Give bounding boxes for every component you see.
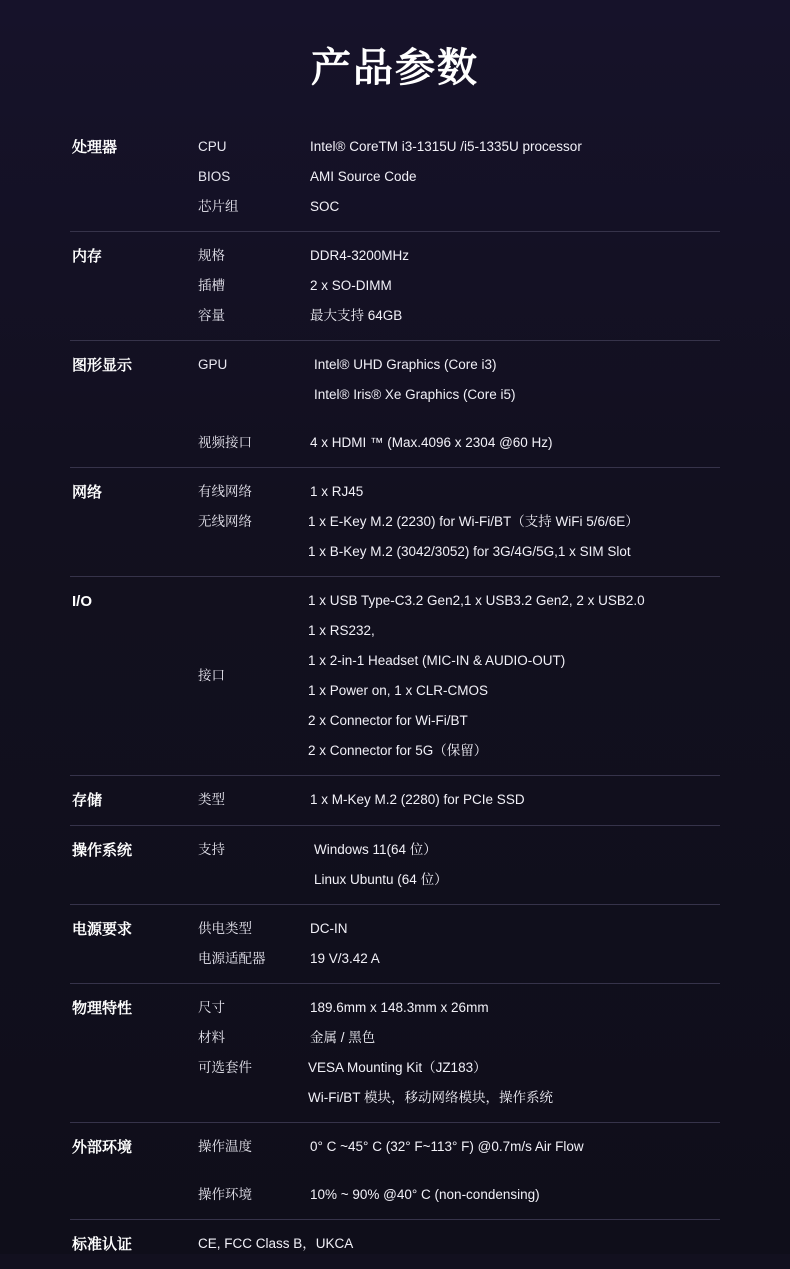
spec-value: 0° C ~45° C (32° F~113° F) @0.7m/s Air Flow: [310, 1139, 584, 1154]
table-row: [70, 825, 720, 904]
row-body: [198, 477, 720, 567]
row-body: [198, 586, 720, 766]
spec-value: 189.6mm x 148.3mm x 26mm: [310, 1000, 489, 1015]
spec-value: 2 x Connector for 5G（保留）: [308, 743, 488, 758]
spec-value: 1 x USB Type-C3.2 Gen2,1 x USB3.2 Gen2, 2 x USB2.0: [308, 593, 645, 608]
row-category: 外部环境: [72, 1139, 133, 1156]
spec-value-group: [308, 1053, 553, 1113]
spec-value: 10% ~ 90% @40° C (non-condensing): [310, 1187, 540, 1202]
row-category: 存储: [72, 792, 103, 809]
spec-value: 1 x B-Key M.2 (3042/3052) for 3G/4G/5G,1 x SIM Slot: [308, 544, 631, 559]
spec-line: [198, 271, 720, 301]
spec-line: [198, 132, 720, 162]
spec-value: CE, FCC Class B，UKCA: [198, 1236, 354, 1251]
row-category: 标准认证: [72, 1236, 133, 1253]
spec-table: [70, 123, 720, 1269]
table-row: [70, 576, 720, 775]
spec-line: [198, 301, 720, 331]
spec-label: 尺寸: [198, 1000, 225, 1015]
spec-value: Windows 11(64 位）: [314, 842, 437, 857]
spec-label: 支持: [198, 842, 225, 857]
table-row: [70, 340, 720, 467]
spec-line: [198, 1023, 720, 1053]
row-body: [198, 785, 720, 815]
spec-line: [198, 241, 720, 271]
spec-label: 操作温度: [198, 1139, 252, 1154]
spec-label: 视频接口: [198, 435, 252, 450]
row-body: [198, 1229, 720, 1259]
spec-label: 容量: [198, 308, 225, 323]
table-row: [70, 904, 720, 983]
row-category: 图形显示: [72, 357, 133, 374]
spec-label: 类型: [198, 792, 225, 807]
spec-value-group: [308, 507, 639, 567]
spec-value: 4 x HDMI ™ (Max.4096 x 2304 @60 Hz): [310, 435, 553, 450]
table-row: [70, 1122, 720, 1219]
spec-value-group: [308, 835, 448, 895]
spec-value: DDR4-3200MHz: [310, 248, 410, 263]
spec-label: 电源适配器: [198, 951, 266, 966]
table-row: [70, 123, 720, 231]
row-body: [198, 835, 720, 895]
row-spacer: [198, 410, 720, 428]
row-category: 处理器: [72, 139, 118, 156]
spec-value: SOC: [310, 199, 340, 214]
spec-value: 2 x SO-DIMM: [310, 278, 392, 293]
row-body: [198, 241, 720, 331]
spec-line: [198, 1053, 720, 1113]
spec-line: [198, 428, 720, 458]
spec-value: 1 x 2-in-1 Headset (MIC-IN & AUDIO-OUT): [308, 653, 566, 668]
spec-line: [198, 586, 720, 766]
spec-value: Linux Ubuntu (64 位）: [314, 872, 448, 887]
table-row: [70, 231, 720, 340]
spec-value: 最大支持 64GB: [310, 308, 403, 323]
spec-label: 供电类型: [198, 921, 252, 936]
spec-label: CPU: [198, 139, 227, 154]
spec-label: 材料: [198, 1030, 225, 1045]
spec-line: [198, 162, 720, 192]
spec-value: 金属 / 黑色: [310, 1030, 376, 1045]
row-category: 物理特性: [72, 1000, 133, 1017]
spec-value: 2 x Connector for Wi-Fi/BT: [308, 713, 468, 728]
spec-value: Intel® CoreTM i3-1315U /i5-1335U processor: [310, 139, 582, 154]
spec-line: [198, 1229, 720, 1259]
spec-label: 无线网络: [198, 514, 252, 529]
spec-line: [198, 944, 720, 974]
spec-label: 芯片组: [198, 199, 239, 214]
spec-line: [198, 1132, 720, 1162]
spec-value: 19 V/3.42 A: [310, 951, 380, 966]
spec-value: 1 x M-Key M.2 (2280) for PCIe SSD: [310, 792, 525, 807]
table-row: [70, 775, 720, 825]
row-body: [198, 1132, 720, 1210]
table-row: [70, 467, 720, 576]
spec-value: AMI Source Code: [310, 169, 417, 184]
spec-value: Intel® Iris® Xe Graphics (Core i5): [314, 387, 516, 402]
spec-label: 有线网络: [198, 484, 252, 499]
row-body: [198, 132, 720, 222]
row-spacer: [198, 1162, 720, 1180]
spec-value: 1 x RJ45: [310, 484, 364, 499]
spec-line: [198, 993, 720, 1023]
spec-value: DC-IN: [310, 921, 348, 936]
spec-line: [198, 477, 720, 507]
spec-label: 插槽: [198, 278, 225, 293]
spec-label: GPU: [198, 357, 228, 372]
spec-value: Wi-Fi/BT 模块，移动网络模块，操作系统: [308, 1090, 553, 1105]
spec-label: BIOS: [198, 169, 231, 184]
spec-value: VESA Mounting Kit（JZ183）: [308, 1060, 487, 1075]
spec-value: 1 x E-Key M.2 (2230) for Wi-Fi/BT（支持 WiFi 5/6/6E）: [308, 514, 639, 529]
spec-line: [198, 785, 720, 815]
row-body: [198, 993, 720, 1113]
spec-value-group: [308, 586, 645, 766]
spec-line: [198, 507, 720, 567]
row-category: I/O: [72, 593, 93, 610]
spec-line: [198, 1180, 720, 1210]
page-title: 产品参数: [311, 46, 479, 90]
spec-label: 规格: [198, 248, 225, 263]
spec-label: 接口: [198, 668, 225, 683]
spec-value: Intel® UHD Graphics (Core i3): [314, 357, 497, 372]
spec-line: [198, 914, 720, 944]
spec-line: [198, 350, 720, 410]
spec-label: 操作环境: [198, 1187, 252, 1202]
spec-line: [198, 835, 720, 895]
spec-value: 1 x RS232,: [308, 623, 375, 638]
spec-value-group: [308, 350, 515, 410]
spec-label: 可选套件: [198, 1060, 252, 1075]
row-body: [198, 350, 720, 458]
row-category: 电源要求: [72, 921, 133, 938]
spec-value: 1 x Power on, 1 x CLR-CMOS: [308, 683, 489, 698]
row-category: 网络: [72, 484, 103, 501]
table-row: [70, 1219, 720, 1269]
table-row: [70, 983, 720, 1122]
row-body: [198, 914, 720, 974]
row-category: 内存: [72, 248, 103, 265]
row-category: 操作系统: [72, 842, 133, 859]
spec-line: [198, 192, 720, 222]
